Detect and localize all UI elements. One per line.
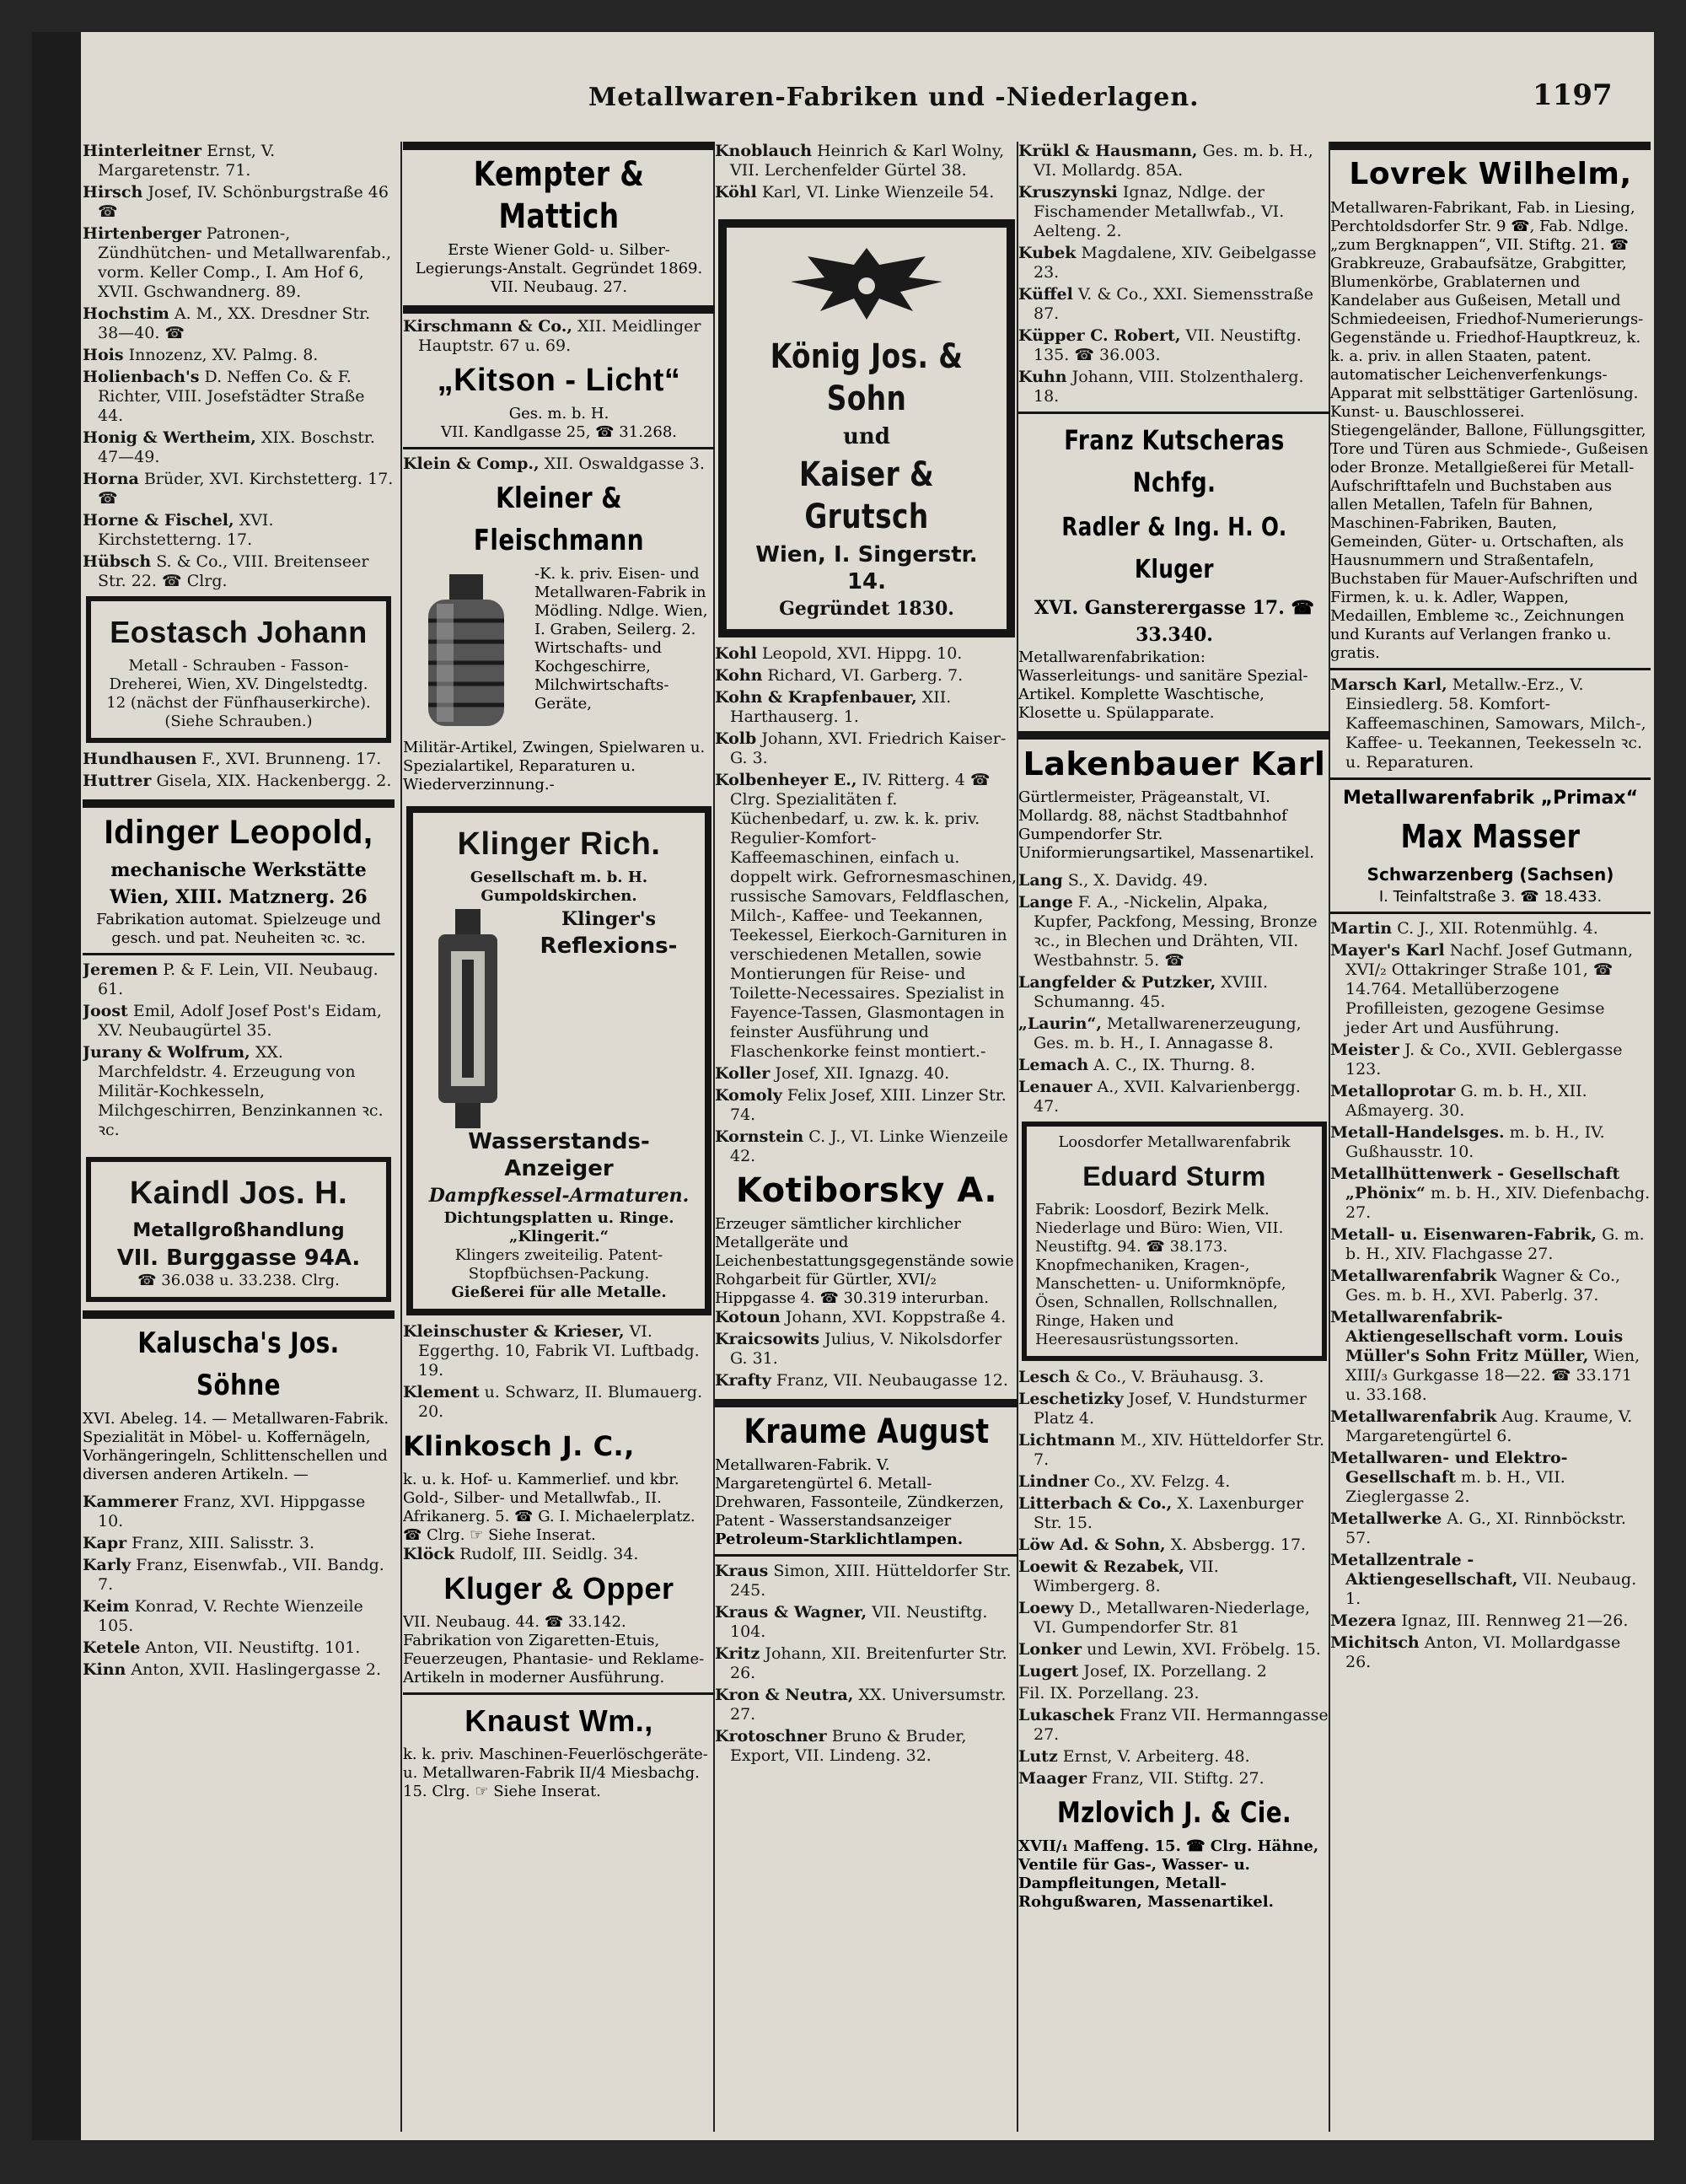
ad-title: Kotiborsky A.	[735, 1171, 998, 1210]
ad-address: Wien, I. Singerstr. 14.	[755, 542, 978, 594]
ad-rule	[1330, 777, 1651, 780]
list-item: Kohn Richard, VI. Garberg. 7.	[715, 666, 964, 685]
ad-mzlovich	[1018, 1792, 1330, 1912]
ad-text: Gürtlermeister, Prägeanstalt, VI. Mollardg. 88, nächst Stadtbahnhof Gumpendorfer Str. Uniformierungsartikel, Massenartikel.	[1018, 788, 1314, 862]
list-item: Michitsch Anton, VI. Mollardgasse 26.	[1330, 1633, 1621, 1671]
list-item: Knoblauch Heinrich & Karl Wolny, VII. Lerchenfelder Gürtel 38.	[715, 142, 1005, 180]
ad-title: Kaiser & Grutsch	[798, 455, 935, 536]
list-item: Litterbach & Co., X. Laxenburger Str. 15.	[1018, 1494, 1304, 1532]
ad-phone: ☎ 36.038 u. 33.238. Clrg.	[137, 1272, 340, 1289]
ad-rule	[403, 1692, 715, 1695]
list-item: Kohn & Krapfenbauer, XII. Harthauserg. 1.	[715, 688, 952, 726]
column-2	[403, 142, 715, 2140]
scan-edge	[32, 32, 81, 2140]
list-item: Metallwaren- und Elektro-Gesellschaft m. b. H., VII. Zieglergasse 2.	[1330, 1449, 1568, 1506]
list-item: Hirsch Josef, IV. Schönburgstraße 46 ☎	[83, 183, 389, 221]
ad-address: Wien, XIII. Matznerg. 26	[110, 886, 368, 908]
list-item: Kron & Neutra, XX. Universumstr. 27.	[715, 1686, 1007, 1724]
ad-text: Klingers zweiteilig. Patent-Stopfbüchsen-Packung.	[454, 1246, 663, 1283]
column-4	[1018, 142, 1330, 2140]
ad-title: Mzlovich J. & Cie.	[1056, 1796, 1292, 1830]
ad-eostasch	[86, 596, 391, 743]
ad-pretitle: Metallwarenfabrik „Primax“	[1342, 788, 1639, 809]
ad-rule	[1330, 142, 1651, 150]
page-number: 1197	[1533, 78, 1613, 112]
list-item: Krükl & Hausmann, Ges. m. b. H., VI. Mollardg. 85A.	[1018, 142, 1313, 180]
list-item: Kolbenheyer E., IV. Ritterg. 4 ☎ Clrg. Spezialitäten f. Küchenbedarf, u. zw. k. k. priv. Regulier-Komfort-Kaffeemaschinen, einfach u. doppelt wirk. Gefrornesmaschinen, russische Samovars, Feldflaschen, Milch-, Kaffee- und Teekannen, Teekessel, Eierkoch-Garnituren in verschiedenen Metallen, sowie Montierungen für Reise- und Toilette-Necessaires. Spezialist in Fayence-Tassen, Glasmontagen in feinster Ausführung und Flaschenkorke feinst montiert.-	[715, 771, 1018, 1061]
entry-list	[1018, 142, 1330, 406]
ad-idinger	[83, 799, 395, 955]
column-5	[1330, 142, 1651, 2140]
list-item: Ketele Anton, VII. Neustiftg. 101.	[83, 1638, 361, 1657]
ad-text: Gießerei für alle Metalle.	[451, 1283, 667, 1301]
list-item: Langfelder & Putzker, XVIII. Schumanng. 45.	[1018, 973, 1269, 1011]
list-item: Koller Josef, XII. Ignazg. 40.	[715, 1064, 950, 1083]
ad-text: Dampfkessel-Armaturen.	[428, 1185, 690, 1207]
ad-rule	[1330, 668, 1651, 670]
list-item: Karly Franz, Eisenwfab., VII. Bandg. 7.	[83, 1556, 384, 1594]
ad-title: Eostasch Johann	[110, 615, 368, 649]
list-item: Metallwarenfabrik Aug. Kraume, V. Margaretengürtel 6.	[1330, 1407, 1633, 1445]
directory-page	[32, 32, 1654, 2140]
ad-primax	[1330, 777, 1651, 914]
list-item: Honig & Wertheim, XIX. Boschstr. 47—49.	[83, 428, 375, 466]
list-item: Lemach A. C., IX. Thurng. 8.	[1018, 1056, 1256, 1074]
list-item: Kraicsowits Julius, V. Nikolsdorfer G. 31.	[715, 1330, 1002, 1368]
list-item: Meister J. & Co., XVII. Geblergasse 123.	[1330, 1041, 1623, 1079]
list-item: Kammerer Franz, XVI. Hippgasse 10.	[83, 1493, 366, 1530]
list-item: Horna Brüder, XVI. Kirchstetterg. 17. ☎	[83, 470, 394, 508]
list-item: Hirtenberger Patronen-, Zündhütchen- und Metallwarenfab., vorm. Keller Comp., I. Am Hof 6, XVII. Gschwandnerg. 89.	[83, 224, 392, 301]
ad-klinkosch	[403, 1425, 715, 1545]
list-item: Metall-Handelsges. m. b. H., IV. Gußhausstr. 10.	[1330, 1123, 1605, 1161]
list-item: Lonker und Lewin, XVI. Fröbelg. 15.	[1018, 1640, 1321, 1659]
list-item: Jeremen P. & F. Lein, VII. Neubaug. 61.	[83, 960, 379, 998]
list-item: Fil. IX. Porzellang. 23.	[1018, 1684, 1200, 1703]
ad-lovrek	[1330, 142, 1651, 670]
ad-kutschera	[1018, 412, 1330, 723]
list-item: Kraus Simon, XIII. Hütteldorfer Str. 245.	[715, 1562, 1012, 1600]
ad-brand: Klinger's	[561, 908, 656, 930]
list-item: Kinn Anton, XVII. Haslingergasse 2.	[83, 1660, 382, 1679]
ad-text: VII. Neubaug. 44. ☎ 33.142. Fabrikation von Zigaretten-Etuis, Feuerzeugen, Phantasie- und Reklame-Artikeln in moderner Ausführung.	[403, 1613, 705, 1686]
ad-place: Gumpoldskirchen.	[481, 887, 637, 905]
list-item: Küpper C. Robert, VII. Neustiftg. 135. ☎ 36.003.	[1018, 326, 1302, 364]
list-item: Metallhüttenwerk - Gesellschaft „Phönix“ m. b. H., XIV. Diefenbachg. 27.	[1330, 1165, 1651, 1222]
ad-text: XVI. Abeleg. 14. — Metallwaren-Fabrik. Spezialität in Möbel- u. Koffernägeln, Vorhängeringeln, Schlittenschellen und diversen anderen Artikeln. —	[83, 1410, 389, 1483]
ad-connector: und	[843, 424, 890, 449]
list-item: Kraus & Wagner, VII. Neustiftg. 104.	[715, 1603, 988, 1641]
list-item: Lukaschek Franz VII. Hermanngasse 27.	[1018, 1706, 1329, 1744]
ad-text: Dichtungsplatten u. Ringe. „Klingerit.“	[443, 1209, 674, 1245]
list-item: Hübsch S. & Co., VIII. Breitenseer Str. 22. ☎ Clrg.	[83, 552, 369, 590]
ad-rule	[83, 953, 395, 955]
entry-list	[715, 1562, 1018, 1766]
ad-text: k. u. k. Hof- u. Kammerlief. und kbr. Gold-, Silber- und Metallwfab., II. Afrikanerg. 5. ☎ G. I. Michaelerplatz. ☎ Clrg. ☞ Siehe Inserat.	[403, 1471, 695, 1544]
cooking-vessel-image	[403, 570, 529, 739]
ad-rule	[1330, 912, 1651, 914]
ad-title: „Kitson - Licht“	[437, 363, 681, 398]
list-item: Joost Emil, Adolf Josef Post's Eidam, XV. Neubaugürtel 35.	[83, 1002, 382, 1040]
ad-rule	[715, 1399, 1018, 1407]
ad-text: Erste Wiener Gold- u. Silber-Legierungs-Anstalt. Gegründet 1869. VII. Neubaug. 27.	[415, 241, 703, 296]
list-item: Lichtmann M., XIV. Hütteldorfer Str. 7.	[1018, 1431, 1325, 1469]
list-item: Lang S., X. Davidg. 49.	[1018, 871, 1208, 890]
entry-list	[715, 644, 1018, 1166]
list-item: Hois Innozenz, XV. Palmg. 8.	[83, 346, 319, 364]
list-item: Kolb Johann, XVI. Friedrich Kaiser-G. 3.	[715, 729, 1007, 767]
ad-rule	[83, 1310, 395, 1319]
list-item: Krotoschner Bruno & Bruder, Export, VII. Lindeng. 32.	[715, 1727, 967, 1765]
ad-title: Lovrek Wilhelm,	[1349, 157, 1632, 191]
list-item: Krafty Franz, VII. Neubaugasse 12.	[715, 1371, 1008, 1390]
ad-title: Max Masser	[1400, 818, 1581, 855]
list-item: Jurany & Wolfrum, XX. Marchfeldstr. 4. Erzeugung von Militär-Kochkesseln, Milchgeschirren, Benzinkannen ꝛc. ꝛc.	[83, 1043, 384, 1139]
ad-title: Kaluscha's Jos. Söhne	[137, 1326, 340, 1402]
list-item: Lugert Josef, IX. Porzellang. 2	[1018, 1662, 1267, 1681]
ad-sturm	[1022, 1122, 1327, 1361]
ad-text: Fabrik: Loosdorf, Bezirk Melk. Niederlage und Büro: Wien, VII. Neustiftg. 94. ☎ 38.173. Knopfmechaniken, Kragen-, Manschetten- u. Uniformknöpfe, Ösen, Schnallen, Rollschnallen, Ringe, Haken und Heeresausrüstungssorten.	[1035, 1201, 1286, 1348]
column-1	[83, 142, 395, 2140]
ad-title: Lakenbauer Karl	[1023, 745, 1326, 783]
entry-list	[83, 1493, 395, 1680]
ad-kaindl	[86, 1157, 391, 1302]
list-item: Huttrer Gisela, XIX. Hackenbergg. 2.	[83, 772, 392, 790]
ad-founded: Gegründet 1830.	[779, 598, 954, 620]
list-item: Kapr Franz, XIII. Salisstr. 3.	[83, 1534, 315, 1552]
list-item: Leschetizky Josef, V. Hundsturmer Platz 4.	[1018, 1390, 1307, 1428]
list-item: Lenauer A., XVII. Kalvarienbergg. 47.	[1018, 1078, 1301, 1116]
eagle-emblem-icon	[774, 239, 959, 324]
ad-title: Klinkosch J. C.,	[403, 1430, 635, 1462]
ad-title: Kaindl Jos. H.	[129, 1175, 348, 1211]
list-item: Hundhausen F., XVI. Brunneng. 17.	[83, 750, 382, 768]
ad-text: (Siehe Schrauben.)	[164, 713, 313, 730]
list-item: Loewy D., Metallwaren-Niederlage, VI. Gumpendorfer Str. 81	[1018, 1599, 1310, 1637]
ad-kleiner	[403, 477, 715, 794]
list-item: Köhl Karl, VI. Linke Wienzeile 54.	[715, 183, 995, 202]
ad-kluger	[403, 1568, 715, 1695]
list-item: Lutz Ernst, V. Arbeiterg. 48.	[1018, 1747, 1250, 1766]
ad-subtitle: Schwarzenberg (Sachsen)	[1367, 864, 1614, 885]
list-item: Küffel V. & Co., XXI. Siemensstraße 87.	[1018, 285, 1314, 323]
ad-kotiborsky	[715, 1170, 1018, 1308]
ad-address: VII. Kandlgasse 25, ☎ 31.268.	[440, 423, 677, 441]
list-item: Mayer's Karl Nachf. Josef Gutmann, XVI/₂ Ottakringer Straße 101, ☎ 14.764. Metallüberzogene Profilleisten, gezogene Gesimse jeder Art und Ausführung.	[1330, 941, 1634, 1037]
list-item: Loewit & Rezabek, VII. Wimbergerg. 8.	[1018, 1557, 1219, 1595]
ad-title: König Jos. & Sohn	[770, 337, 964, 418]
ad-lakenbauer	[1018, 731, 1330, 863]
ad-title: Idinger Leopold,	[104, 814, 373, 851]
ad-kraume	[715, 1399, 1018, 1557]
list-item: Kritz Johann, XII. Breitenfurter Str. 26.	[715, 1644, 1007, 1682]
ad-kitson	[403, 359, 715, 449]
column-divider	[400, 142, 402, 2132]
list-item: Holienbach's D. Neffen Co. & F. Richter, VIII. Josefstädter Straße 44.	[83, 368, 365, 425]
ad-address: XVI. Gansterergasse 17. ☎ 33.340.	[1034, 597, 1314, 646]
list-item: Kleinschuster & Krieser, VI. Eggerthg. 10, Fabrik VI. Luftbadg. 19.	[403, 1322, 700, 1380]
list-item: Metalloprotar G. m. b. H., XII. Aßmayerg. 30.	[1330, 1082, 1587, 1120]
ad-kaluscha	[83, 1310, 395, 1484]
entry-list	[1018, 871, 1330, 1116]
ad-title: Eduard Sturm	[1082, 1161, 1266, 1192]
ad-address: I. Teinfaltstraße 3. ☎ 18.433.	[1378, 888, 1603, 906]
list-item: Maager Franz, VII. Stiftg. 27.	[1018, 1769, 1264, 1788]
list-item: Löw Ad. & Sohn, X. Absbergg. 17.	[1018, 1536, 1307, 1554]
list-item: Martin C. J., XII. Rotenmühlg. 4.	[1330, 919, 1598, 938]
ad-subtitle: mechanische Werkstätte	[110, 859, 367, 881]
ad-rule	[403, 142, 715, 150]
list-item: Klement u. Schwarz, II. Blumauerg. 20.	[403, 1383, 703, 1421]
list-item: Metall- u. Eisenwaren-Fabrik, G. m. b. H., XIV. Flachgasse 27.	[1330, 1225, 1645, 1263]
water-gauge-image	[422, 909, 514, 1128]
list-item: Hochstim A. M., XX. Dresdner Str. 38—40. ☎	[83, 304, 371, 342]
entry-list	[1330, 919, 1651, 1672]
list-item: Kuhn Johann, VIII. Stolzenthalerg. 18.	[1018, 368, 1304, 406]
ad-subtitle: Gesellschaft m. b. H.	[470, 869, 648, 886]
list-item: Lindner Co., XV. Felzg. 4.	[1018, 1472, 1231, 1491]
list-item: Horne & Fischel, XVI. Kirchstetterng. 17.	[83, 511, 274, 549]
ad-subtitle: Radler & Ing. H. O. Kluger	[1061, 513, 1287, 584]
column-3	[715, 142, 1018, 2140]
ad-text: Metallwaren-Fabrikant, Fab. in Liesing, Perchtoldsdorfer Str. 9 ☎, Fab. Ndlge. „zum Bergknappen“, VII. Stiftg. 21. ☎	[1330, 199, 1635, 254]
list-item: Lesch & Co., V. Bräuhausg. 3.	[1018, 1368, 1264, 1386]
ad-rule	[83, 799, 395, 808]
ad-kempter	[403, 142, 715, 314]
ad-rule	[403, 305, 715, 314]
list-item: Mezera Ignaz, III. Rennweg 21—26.	[1330, 1611, 1629, 1630]
ad-rule	[1018, 731, 1330, 740]
ad-text: XVII/₁ Maffeng. 15. ☎ Clrg. Hähne, Ventile für Gas-, Wasser- u. Dampfleitungen, Metall-Rohgußwaren, Massenartikel.	[1018, 1837, 1319, 1911]
ad-text: Petroleum-Starklichtlampen.	[715, 1530, 964, 1548]
list-item: Kubek Magdalene, XIV. Geibelgasse 23.	[1018, 244, 1317, 282]
entry-list	[83, 142, 395, 591]
list-item: Metallwerke A. G., XI. Rinnböckstr. 57.	[1330, 1509, 1626, 1547]
list-item: Lange F. A., -Nickelin, Alpaka, Kupfer, Packfong, Messing, Bronze ꝛc., in Blechen und Drähten, VII. Westbahnstr. 5. ☎	[1018, 893, 1318, 970]
ad-rule	[403, 447, 715, 449]
ad-koenig	[718, 219, 1015, 637]
ad-title: Knaust Wm.,	[464, 1703, 653, 1738]
list-item: Klein & Comp., XII. Oswaldgasse 3.	[403, 455, 705, 473]
list-item: Kruszynski Ignaz, Ndlge. der Fischamender Metallwfab., VI. Aelteng. 2.	[1018, 183, 1285, 240]
ad-product: Reflexions-Wasserstands-Anzeiger	[468, 933, 678, 1181]
ad-text: Militär-Artikel, Zwingen, Spielwaren u. Spezialartikel, Reparaturen u. Wiederverzinnung.-	[403, 739, 706, 793]
list-item: „Laurin“, Metallwarenerzeugung, Ges. m. b. H., I. Annagasse 8.	[1018, 1014, 1302, 1052]
page-header: Metallwaren-Fabriken und -Niederlagen.	[588, 83, 1200, 112]
list-item: Marsch Karl, Metallw.-Erz., V. Einsiedlerg. 58. Komfort-Kaffeemaschinen, Samowars, Milch-, Kaffee- u. Teekannen, Teekesseln ꝛc. u. Reparaturen.	[1330, 675, 1646, 772]
ad-title: Kraume August	[744, 1412, 990, 1451]
list-item: Kornstein C. J., VI. Linke Wienzeile 42.	[715, 1127, 1008, 1165]
ad-text: Metallwaren-Fabrik. V. Margaretengürtel 6. Metall-Drehwaren, Fassonteile, Zündkerzen, Patent - Wasserstandsanzeiger	[715, 1456, 1004, 1530]
list-item: Kotoun Johann, XVI. Koppstraße 4.	[715, 1308, 1007, 1326]
list-item: Klöck Rudolf, III. Seidlg. 34.	[403, 1545, 639, 1563]
ad-rule	[1018, 412, 1330, 414]
ad-text: Metall - Schrauben - Fasson-Dreherei, Wien, XV. Dingelstedtg. 12 (nächst der Fünfhauserkirche).	[106, 657, 371, 712]
ad-subtitle: Ges. m. b. H.	[508, 405, 609, 422]
ad-pretitle: Loosdorfer Metallwarenfabrik	[1058, 1133, 1291, 1151]
ad-text: -K. k. priv. Eisen- und Metallwaren-Fabrik in Mödling. Ndlge. Wien, I. Graben, Seilerg. 2. Wirtschafts- und Kochgeschirre, Milchwirtschafts-Geräte,	[534, 565, 708, 713]
ad-subtitle: Metallgroßhandlung	[132, 1220, 345, 1241]
ad-text: k. k. priv. Maschinen-Feuerlöschgeräte- u. Metallwaren-Fabrik II/4 Miesbachg. 15. Clrg. ☞ Siehe Inserat.	[403, 1746, 708, 1800]
list-item: Keim Konrad, V. Rechte Wienzeile 105.	[83, 1597, 363, 1635]
ad-text: Erzeuger sämtlicher kirchlicher Metallgeräte und Leichenbestattungsgegenstände sowie Rohgarbeit für Gürtler, XVI/₂ Hippgasse 4. ☎ 30.319 interurban.	[715, 1215, 1014, 1307]
ad-address: VII. Burggasse 94A.	[116, 1245, 361, 1271]
ad-rule	[715, 1554, 1018, 1557]
list-item: Kohl Leopold, XVI. Hippg. 10.	[715, 644, 963, 663]
ad-text: Fabrikation automat. Spielzeuge und gesch. und pat. Neuheiten ꝛc. ꝛc.	[96, 911, 381, 947]
ad-knaust	[403, 1700, 715, 1801]
ad-title: Franz Kutscheras Nchfg.	[1064, 424, 1285, 498]
ad-title: Kluger & Opper	[443, 1571, 674, 1606]
list-item: Kirschmann & Co., XII. Meidlinger Hauptstr. 67 u. 69.	[403, 317, 701, 355]
list-item: Metallwarenfabrik-Aktiengesellschaft vorm. Louis Müller's Sohn Fritz Müller, Wien, XIII/₃ Gurkgasse 18—22. ☎ 33.171 u. 33.168.	[1330, 1308, 1640, 1404]
ad-klinger	[406, 806, 711, 1315]
ad-title: Klinger Rich.	[457, 826, 661, 862]
ad-text: Metallwarenfabrikation: Wasserleitungs- und sanitäre Spezial-Artikel. Komplette Waschtische, Klosette u. Spülapparate.	[1018, 648, 1308, 722]
ad-text: Grabkreuze, Grabaufsätze, Grabgitter, Blumenkörbe, Grablaternen und Kandelaber aus Gußeisen, Metall und Schmiedeeisen, Friedhof-Numerierungs-Gegenstände u. Friedhof-Hauptkreuz, k. k. a. priv. in allen Staaten, patent. automatischer Leichenverfenkungs-Apparat mit selbsttätiger Gartenlösung. Kunst- u. Bauschlosserei. Stiegengeländer, Ballone, Füllungsgitter, Tore und Türen aus Schmiede-, Gußeisen oder Bronze. Metallgießerei für Metall-Aufschrifttafeln und Buchstaben aus allen Metallen, Tafeln für Bahnen, Maschinen-Fabriken, Bauten, Gemeinden, Güter- u. Ortschaften, als Hausnummern und Straßentafeln, Buchstaben für Mauer-Aufschriften und Firmen, k. u. k. Adler, Wappen, Medaillen, Embleme ꝛc., Zeichnungen und Kurants auf Verlangen franko u. gratis.	[1330, 255, 1649, 662]
list-item: Metallwarenfabrik Wagner & Co., Ges. m. b. H., XVI. Paberlg. 37.	[1330, 1267, 1621, 1304]
ad-title: Kempter & Mattich	[473, 155, 645, 236]
ad-title: Kleiner & Fleischmann	[473, 481, 645, 557]
list-item: Hinterleitner Ernst, V. Margaretenstr. 71.	[83, 142, 276, 180]
list-item: Komoly Felix Josef, XIII. Linzer Str. 74.	[715, 1086, 1007, 1124]
list-item: Metallzentrale - Aktiengesellschaft, VII. Neubaug. 1.	[1330, 1551, 1637, 1608]
entry-list	[1018, 1368, 1330, 1789]
